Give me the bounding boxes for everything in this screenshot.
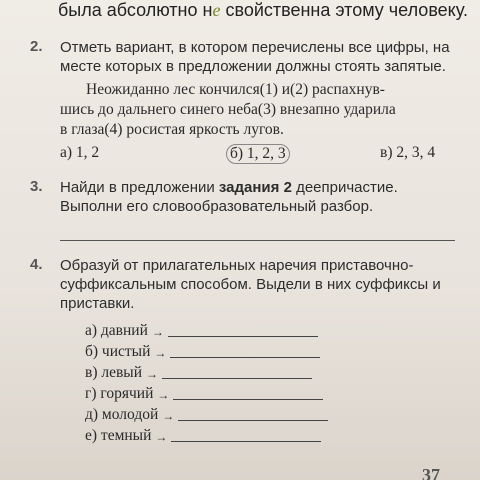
arrow-icon: →	[146, 367, 158, 381]
page-number: 37	[422, 465, 440, 480]
answer-blank[interactable]	[171, 441, 321, 442]
item-label: в) левый	[85, 364, 142, 381]
arrow-icon: →	[162, 409, 175, 423]
task-4	[30, 256, 460, 445]
option-a[interactable]: а) 1, 2	[60, 144, 100, 161]
task-3-text-after: деепричастие. Выполни его словообразовательный разбор.	[60, 179, 398, 215]
task-2-question: Отметь вариант, в котором перечислены все цифры, на месте которых в предложении должны стоять запятые.	[60, 39, 450, 75]
answer-blank[interactable]	[168, 336, 318, 337]
item-label: г) горячий	[85, 385, 154, 402]
tail-text-before: была абсолютно н	[58, 0, 213, 20]
list-item	[85, 403, 460, 424]
item-label: а) давний	[85, 322, 148, 339]
list-item	[85, 424, 460, 445]
list-item	[85, 382, 460, 403]
arrow-icon: →	[151, 325, 164, 339]
task-3-question	[60, 178, 460, 216]
option-b[interactable]: б) 1, 2, 3	[226, 144, 290, 164]
previous-task-tail	[58, 0, 468, 21]
example-line-2: шись до дальнего синего неба(3) внезапно ударила	[60, 101, 396, 118]
task-2	[30, 38, 460, 166]
arrow-icon: →	[157, 388, 170, 402]
list-item	[85, 361, 460, 382]
example-line-3: в глаза(4) росистая яркость лугов.	[60, 121, 284, 138]
list-item	[85, 319, 460, 340]
task-3-text-before: Найди в предложении	[60, 179, 219, 196]
task-4-number: 4.	[30, 256, 43, 273]
item-label: д) молодой	[85, 406, 159, 423]
answer-blank[interactable]	[162, 378, 312, 379]
task-4-question: Образуй от прилагательных наречия приставочно-суффиксальным способом. Выдели в них суффиксы и приставки.	[60, 257, 441, 312]
task-3-bold-ref: задания 2	[218, 179, 292, 196]
item-label: б) чистый	[85, 343, 151, 360]
task-2-example	[60, 80, 460, 140]
task-2-options	[60, 144, 460, 166]
option-c[interactable]: в) 2, 3, 4	[380, 144, 436, 161]
handwritten-letter: е	[212, 0, 221, 20]
answer-blank[interactable]	[170, 357, 320, 358]
list-item	[85, 340, 460, 361]
task-4-items	[85, 319, 460, 445]
task-3-answer-line[interactable]	[60, 240, 455, 241]
arrow-icon: →	[154, 346, 167, 360]
example-line-1: Неожиданно лес кончился(1) и(2) распахнув-	[86, 81, 385, 98]
task-3	[30, 178, 460, 241]
task-3-number: 3.	[30, 178, 43, 195]
tail-text-after: свойственна этому человеку.	[220, 0, 468, 20]
item-label: е) темный	[85, 427, 152, 444]
arrow-icon: →	[155, 430, 168, 444]
answer-blank[interactable]	[173, 399, 323, 400]
task-2-number: 2.	[30, 38, 43, 55]
answer-blank[interactable]	[178, 420, 328, 421]
